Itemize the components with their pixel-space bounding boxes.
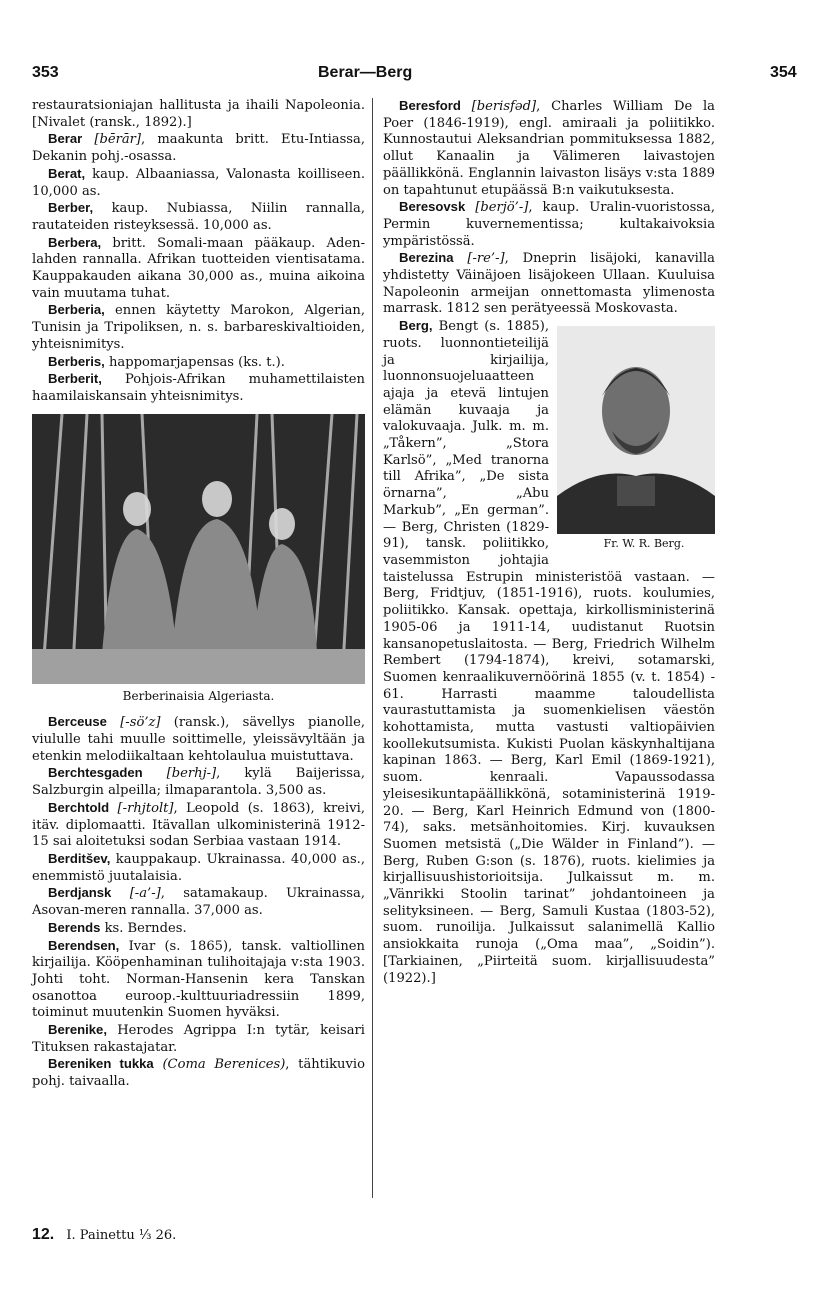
entries-right bbox=[383, 98, 715, 987]
entry-headword: Berchtesgaden bbox=[48, 765, 143, 781]
entry-headword: Berditšev, bbox=[48, 850, 111, 866]
entry-pronunciation: [berisfəd] bbox=[471, 99, 537, 114]
entry-headword: Berar bbox=[48, 131, 83, 147]
entry-headword: Berberia, bbox=[48, 302, 105, 318]
dictionary-entry bbox=[383, 250, 715, 318]
dictionary-entry bbox=[32, 885, 365, 919]
dictionary-entry bbox=[32, 131, 365, 165]
entry-pronunciation: [-a’-] bbox=[129, 886, 161, 902]
entry-headword: Berchtold bbox=[48, 799, 110, 815]
dictionary-entry bbox=[32, 200, 365, 234]
entry-text: , Charles William De la Poer (1846-1919), engl. amiraali ja poliitikko. Kunnostautui Aleksandrian pommituksessa 1882, ollut Kanaalin ja Välimeren laivastojen päällikkönä. Englannin laivaston lisäys v:sta 1889 on tapahtunut etupäässä B:n vaikutuksesta. bbox=[383, 99, 715, 198]
entry-text: , satamakaup. Ukrainassa, Asovan-meren rannalla. 37,000 as. bbox=[32, 886, 365, 919]
entry-headword: Beresford bbox=[399, 98, 461, 113]
berg-portrait bbox=[557, 326, 715, 534]
dictionary-entry bbox=[32, 938, 365, 1023]
entry-text: , maakunta britt. Etu-Intiassa, Dekanin pohj.-osassa. bbox=[32, 132, 365, 165]
page-number-right: 354 bbox=[770, 64, 797, 81]
entry-headword: Berezina bbox=[399, 250, 454, 266]
entry-text: , kylä Baijerissa, Salzburgin alpeilla; ilmaparantola. 3,500 as. bbox=[32, 766, 365, 799]
entry-headword: Berends bbox=[48, 919, 101, 935]
dictionary-entry bbox=[32, 371, 365, 405]
figure-caption: Berberinaisia Algeriasta. bbox=[122, 688, 275, 703]
dictionary-entry bbox=[383, 199, 715, 250]
footer bbox=[32, 1226, 176, 1244]
entries-bottom bbox=[32, 714, 365, 1090]
dictionary-entry bbox=[383, 318, 715, 987]
entry-text: , Leopold (s. 1863), kreivi, itäv. diplomaatti. Itävallan ulkoministerinä 1912-15 sai aloitetuksi sodan Serbiaa vastaan 1914. bbox=[32, 800, 365, 850]
entry-text: Herodes Agrippa I:n tytär, keisari Tituksen rakastajatar. bbox=[32, 1023, 365, 1055]
dictionary-entry bbox=[32, 98, 365, 131]
entry-text: ks. Berndes. bbox=[104, 920, 187, 936]
entry-text: ennen käytetty Marokon, Algerian, Tunisin ja Tripoliksen, n. s. barbareskivaltioiden, yhteisnimitys. bbox=[32, 303, 365, 352]
entry-text: , Dneprin lisäjoki, kanavilla yhdistetty Väinäjoen lisäjokeen Ullaan. Kuuluisa Napoleonin armeijan onnettomasta ylimenosta marrask. 1812 sen perätyeessä Moskovasta. bbox=[383, 251, 715, 317]
running-title: Berar—Berg bbox=[318, 64, 413, 81]
entry-headword: Berbera, bbox=[48, 234, 102, 250]
entry-headword: Berat, bbox=[48, 165, 86, 181]
entry-headword: Bereniken tukka bbox=[48, 1056, 154, 1072]
entry-text: kaup. Albaaniassa, Valonasta koilliseen. 10,000 as. bbox=[32, 166, 365, 199]
dictionary-entry bbox=[32, 800, 365, 851]
portrait-caption: Fr. W. R. Berg. bbox=[603, 537, 685, 551]
entry-text: Pohjois-Afrikan muhamettilaisten haamilaiskansain yhteisnimitys. bbox=[32, 372, 365, 404]
entry-headword: Berberit, bbox=[48, 371, 102, 387]
page-number-left: 353 bbox=[32, 64, 59, 81]
entry-pronunciation: (Coma Berenices) bbox=[162, 1057, 286, 1073]
entry-pronunciation: [-rhjtolt] bbox=[117, 800, 174, 816]
entry-pronunciation: [-sö’z] bbox=[120, 715, 161, 731]
dictionary-entry bbox=[32, 851, 365, 885]
left-column bbox=[32, 98, 365, 1091]
entry-text: restauratsioniajan hallitusta ja ihaili Napoleonia. [Nivalet (ransk., 1892).] bbox=[32, 98, 365, 130]
signature-mark: 12. bbox=[32, 1226, 55, 1243]
entry-text: , tähtikuvio pohj. taivaalla. bbox=[32, 1057, 365, 1090]
berber-women-photo bbox=[32, 414, 365, 684]
print-note: I. Painettu ⅓ 26. bbox=[66, 1228, 177, 1243]
entry-text: britt. Somali-maan pääkaup. Aden-lahden rannalla. Afrikan tuotteiden vientisatama. Kauppakauden aikana 30,000 as., muina aikoina vain muutama tuhat. bbox=[32, 235, 365, 301]
dictionary-entry bbox=[32, 166, 365, 200]
dictionary-entry bbox=[32, 714, 365, 765]
entry-pronunciation: [bērār] bbox=[94, 132, 142, 148]
entry-text: happomarjapensas (ks. t.). bbox=[108, 354, 285, 370]
entry-headword: Berdjansk bbox=[48, 885, 112, 901]
dictionary-entry bbox=[32, 354, 365, 372]
entry-text: Ivar (s. 1865), tansk. valtiollinen kirjailija. Kööpenhaminan tulihoitajaja v:sta 1903. Johti toht. Norman-Hansenin kera Tanskan osanottoa euroop.-kulttuuriadressiin 1899, toiminut muutenkin Suomen hyväksi. bbox=[32, 938, 365, 1021]
dictionary-entry bbox=[32, 235, 365, 303]
photo-illustration bbox=[32, 414, 365, 684]
dictionary-entry bbox=[32, 765, 365, 799]
entry-text: kaup. Nubiassa, Niilin rannalla, rautateiden risteyksessä. 10,000 as. bbox=[32, 201, 365, 233]
entry-headword: Berber, bbox=[48, 200, 94, 216]
entry-text: , kaup. Uralin-vuoristossa, Permin kuvernementissa; kultakaivoksia ympäristössä. bbox=[383, 200, 715, 249]
entry-text: (ransk.), sävellys pianolle, viululle tahi muulle soittimelle, yleissävyltään ja etenkin melodiikaltaan kehtolaulua muistuttava. bbox=[32, 715, 365, 764]
dictionary-entry bbox=[32, 1022, 365, 1056]
entry-headword: Berberis, bbox=[48, 353, 105, 369]
dictionary-entry bbox=[383, 98, 715, 199]
dictionary-entry bbox=[32, 302, 365, 353]
right-column bbox=[383, 98, 715, 987]
entry-headword: Berg, bbox=[399, 318, 433, 334]
entry-pronunciation: [berhj-] bbox=[166, 766, 217, 782]
entry-headword: Beresovsk bbox=[399, 199, 466, 215]
entry-headword: Berenike, bbox=[48, 1022, 107, 1038]
dictionary-entry bbox=[32, 1056, 365, 1090]
entry-pronunciation: [-re’-] bbox=[467, 251, 505, 267]
entry-text: kauppakaup. Ukrainassa. 40,000 as., enemmistö juutalaisia. bbox=[32, 851, 365, 884]
entry-text: Bengt (s. 1885), ruots. luonnontieteilijä ja kirjailija, luonnonsuojeluaatteen ajaja ja etevä lintujen elämän kuvaaja ja valokuvaaja. Julk. m. m. „Tåkern”, „Stora Karlsö”, „Med tranorna till Afrika”, „De sista örnarna”, „Abu Markub”, „En german”. — Berg, Christen (1829-91), tansk. poliitikko, vasemmiston johtajia taistelussa Estrupin ministeristöä vastaan. — Berg, Fridtjuv, (1851-1916), ruots. koulumies, poliitikko. Kansak. opettaja, kirkollisministerinä 1905-06 ja 1911-14, uudistanut Ruotsin kansanopetuslaitosta. — Berg, Friedrich Wilhelm Rembert (1794-1874), kreivi, sotamarski, Suomen kenraalikuvernöörinä 1855 (v. t. 1854) - 61. Harrasti maamme taloudellista vaurastuttamista ja suomenkielisen väestön kohottamista, mutta vastusti valtiopäivien koollekutsumista. Kukisti Puolan käskynhaltijana kapinan 1863. — Berg, Karl Emil (1869-1921), suom. kenraali. Vapaussodassa yleisesikuntapäällikkönä, sotaministerinä 1919-20. — Berg, Karl Heinrich Edmund von (1800-74), saks. metsänhoitomies. Kirj. kuvauksen Suomen metsistä („Die Wälder in Finland”). — Berg, Ruben G:son (s. 1876), ruots. kielimies ja kirjallisuushistorioitsija. Julkaissut m. m. „Vänrikki Stoolin tarinat” johdantoineen ja selityksineen. — Berg, Samuli Kustaa (1803-52), suom. runoilija. Julkaissut salanimellä Kallio ansiokkaita runoja („Oma maa”, „Soidin”). [Tarkiainen, „Piirteitä suom. kirjallisuudesta” (1922).] bbox=[383, 319, 715, 986]
entry-pronunciation: [berjö’-] bbox=[475, 200, 529, 216]
entry-headword: Berceuse bbox=[48, 714, 107, 730]
entries-top bbox=[32, 98, 365, 406]
entry-headword: Berendsen, bbox=[48, 937, 120, 953]
dictionary-entry bbox=[32, 920, 365, 938]
column-divider bbox=[372, 98, 373, 1198]
